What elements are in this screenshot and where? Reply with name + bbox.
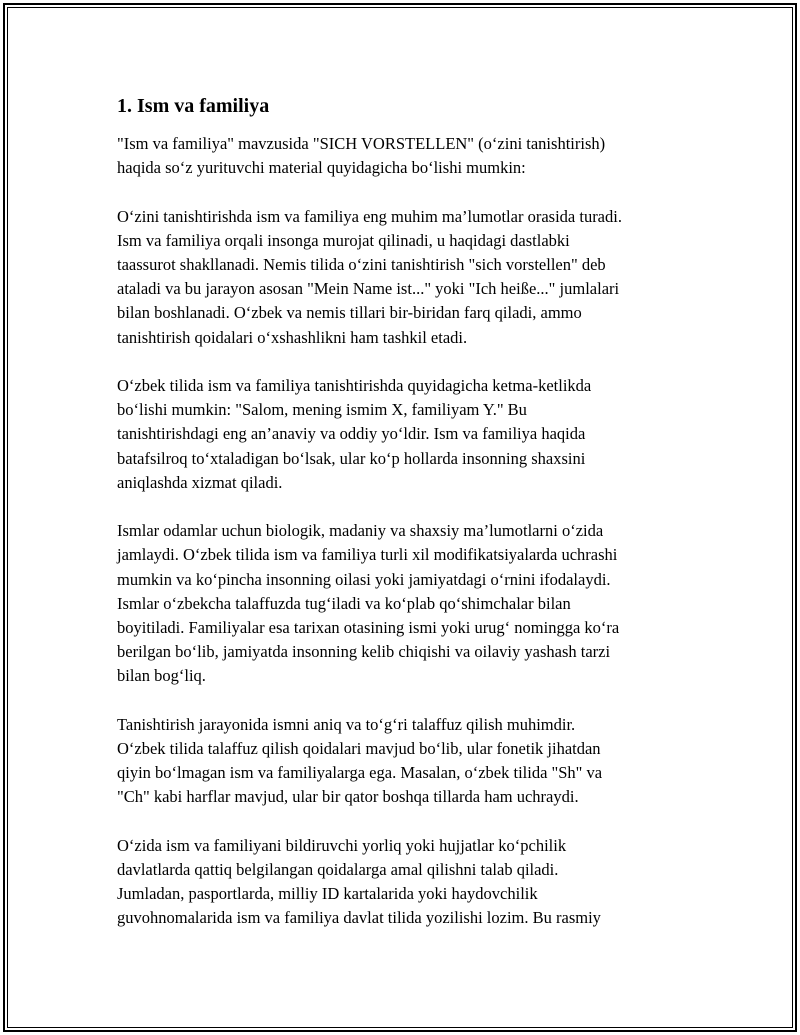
paragraph-names-meaning: Ismlar odamlar uchun biologik, madaniy va shaxsiy ma’lumotlarni o‘zida jamlaydi. O‘zbek tilida ism va familiya turli xil modifikatsiyalarda uchrashi mumkin va ko‘pincha insonning oilasi yoki jamiyatdagi o‘rnini ifodalaydi. Ismlar o‘zbekcha talaffuzda tug‘iladi va ko‘plab qo‘shimchalar bilan boyitiladi. Familiyalar esa tarixan otasining ismi yoki urug‘ nomingga ko‘ra berilgan bo‘lib, jamiyatda insonning kelib chiqishi va oilaviy yashash tarzi bilan bog‘liq. [117,521,620,686]
section-heading: 1. Ism va familiya [117,95,270,117]
paragraph-uzbek-order: O‘zbek tilida ism va familiya tanishtirishda quyidagicha ketma-ketlikda bo‘lishi mumkin: "Salom, mening ismim X, familiyam Y." Bu tanishtirishdagi eng an’anaviy va oddiy yo‘ldir. Ism va familiya haqida batafsilroq to‘xtaladigan bo‘lsak, ular ko‘p hollarda insonning shaxsini aniqlashda xizmat qiladi. [117,376,592,492]
paragraph-documents: O‘zida ism va familiyani bildiruvchi yorliq yoki hujjatlar ko‘pchilik davlatlarda qattiq belgilangan qoidalarga amal qilishni talab qiladi. Jumladan, pasportlarda, milliy ID kartalarida yoki haydovchilik guvohnomalarida ism va familiya davlat tilida yozilishi lozim. Bu rasmiy [117,835,601,928]
paragraph-pronunciation: Tanishtirish jarayonida ismni aniq va to‘g‘ri talaffuz qilish muhimdir. O‘zbek tilida talaffuz qilish qoidalari mavjud bo‘lib, ular fonetik jihatdan qiyin bo‘lmagan ism va familiyalarga ega. Masalan, o‘zbek tilida "Sh" va "Ch" kabi harflar mavjud, ular bir qator boshqa tillarda ham uchraydi. [117,714,603,807]
paragraph-self-introduction: O‘zini tanishtirishda ism va familiya eng muhim ma’lumotlar orasida turadi. Ism va familiya orqali insonga murojat qilinadi, u haqidagi dastlabki taassurot shakllanadi. Nemis tilida o‘zini tanishtirish "sich vorstellen" deb ataladi va bu jarayon asosan "Mein Name ist..." yoki "Ich heiße..." jumlalari bilan boshlanadi. O‘zbek va nemis tillari bir-biridan farq qiladi, ammo tanishtirish qoidalari o‘xshashlikni ham tashkil etadi. [117,206,622,347]
document-body [117,92,692,955]
paragraph-intro: "Ism va familiya" mavzusida "SICH VORSTELLEN" (o‘zini tanishtirish) haqida so‘z yurituvchi material quyidagicha bo‘lishi mumkin: [117,134,606,178]
